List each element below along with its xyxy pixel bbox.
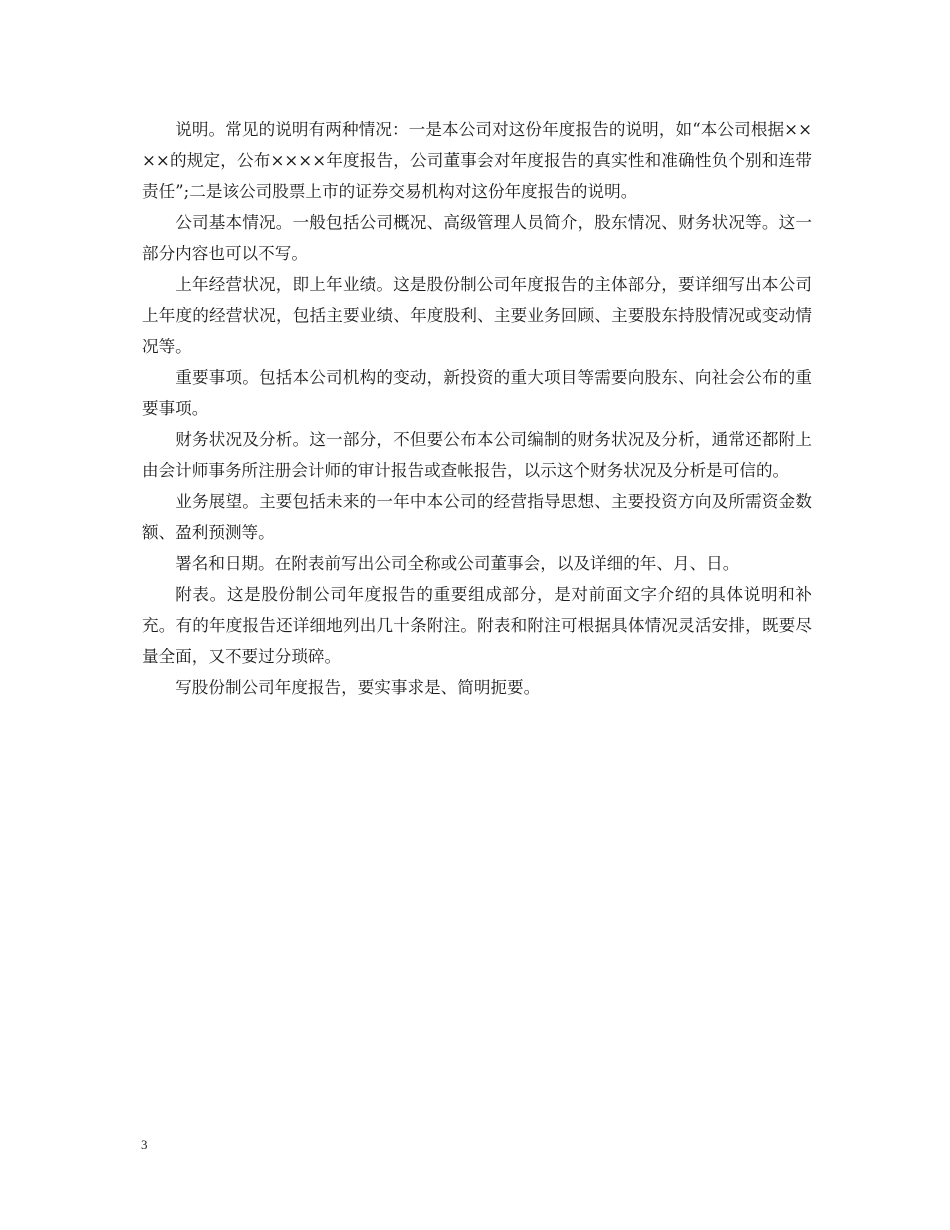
paragraph-explanation: 说明。常见的说明有两种情况：一是本公司对这份年度报告的说明，如“本公司根据××××的规定，公布××××年度报告，公司董事会对年度报告的真实性和准确性负个别和连带责任”;二是该公司股票上市的证券交易机构对这份年度报告的说明。 [142, 120, 812, 201]
paragraph-important-matters: 重要事项。包括本公司机构的变动，新投资的重大项目等需要向股东、向社会公布的重要事项。 [142, 368, 812, 418]
paragraph-conclusion: 写股份制公司年度报告，要实事求是、简明扼要。 [175, 678, 541, 697]
paragraph-company-basics: 公司基本情况。一般包括公司概况、高级管理人员简介，股东情况、财务状况等。这一部分内容也可以不写。 [142, 213, 812, 263]
paragraph-last-year-operations: 上年经营状况，即上年业绩。这是股份制公司年度报告的主体部分，要详细写出本公司上年度的经营状况，包括主要业绩、年度股利、主要业务回顾、主要股东持股情况或变动情况等。 [142, 275, 812, 356]
page-number: 3 [141, 1137, 148, 1152]
paragraph-signature-date: 署名和日期。在附表前写出公司全称或公司董事会，以及详细的年、月、日。 [175, 554, 740, 573]
document-body [142, 114, 812, 703]
paragraph-financial-analysis: 财务状况及分析。这一部分，不但要公布本公司编制的财务状况及分析，通常还都附上由会计师事务所注册会计师的审计报告或查帐报告，以示这个财务状况及分析是可信的。 [142, 430, 812, 480]
paragraph-appendix: 附表。这是股份制公司年度报告的重要组成部分，是对前面文字介绍的具体说明和补充。有的年度报告还详细地列出几十条附注。附表和附注可根据具体情况灵活安排，既要尽量全面，又不要过分琐碎。 [142, 585, 812, 666]
paragraph-business-outlook: 业务展望。主要包括未来的一年中本公司的经营指导思想、主要投资方向及所需资金数额、盈利预测等。 [142, 492, 812, 542]
